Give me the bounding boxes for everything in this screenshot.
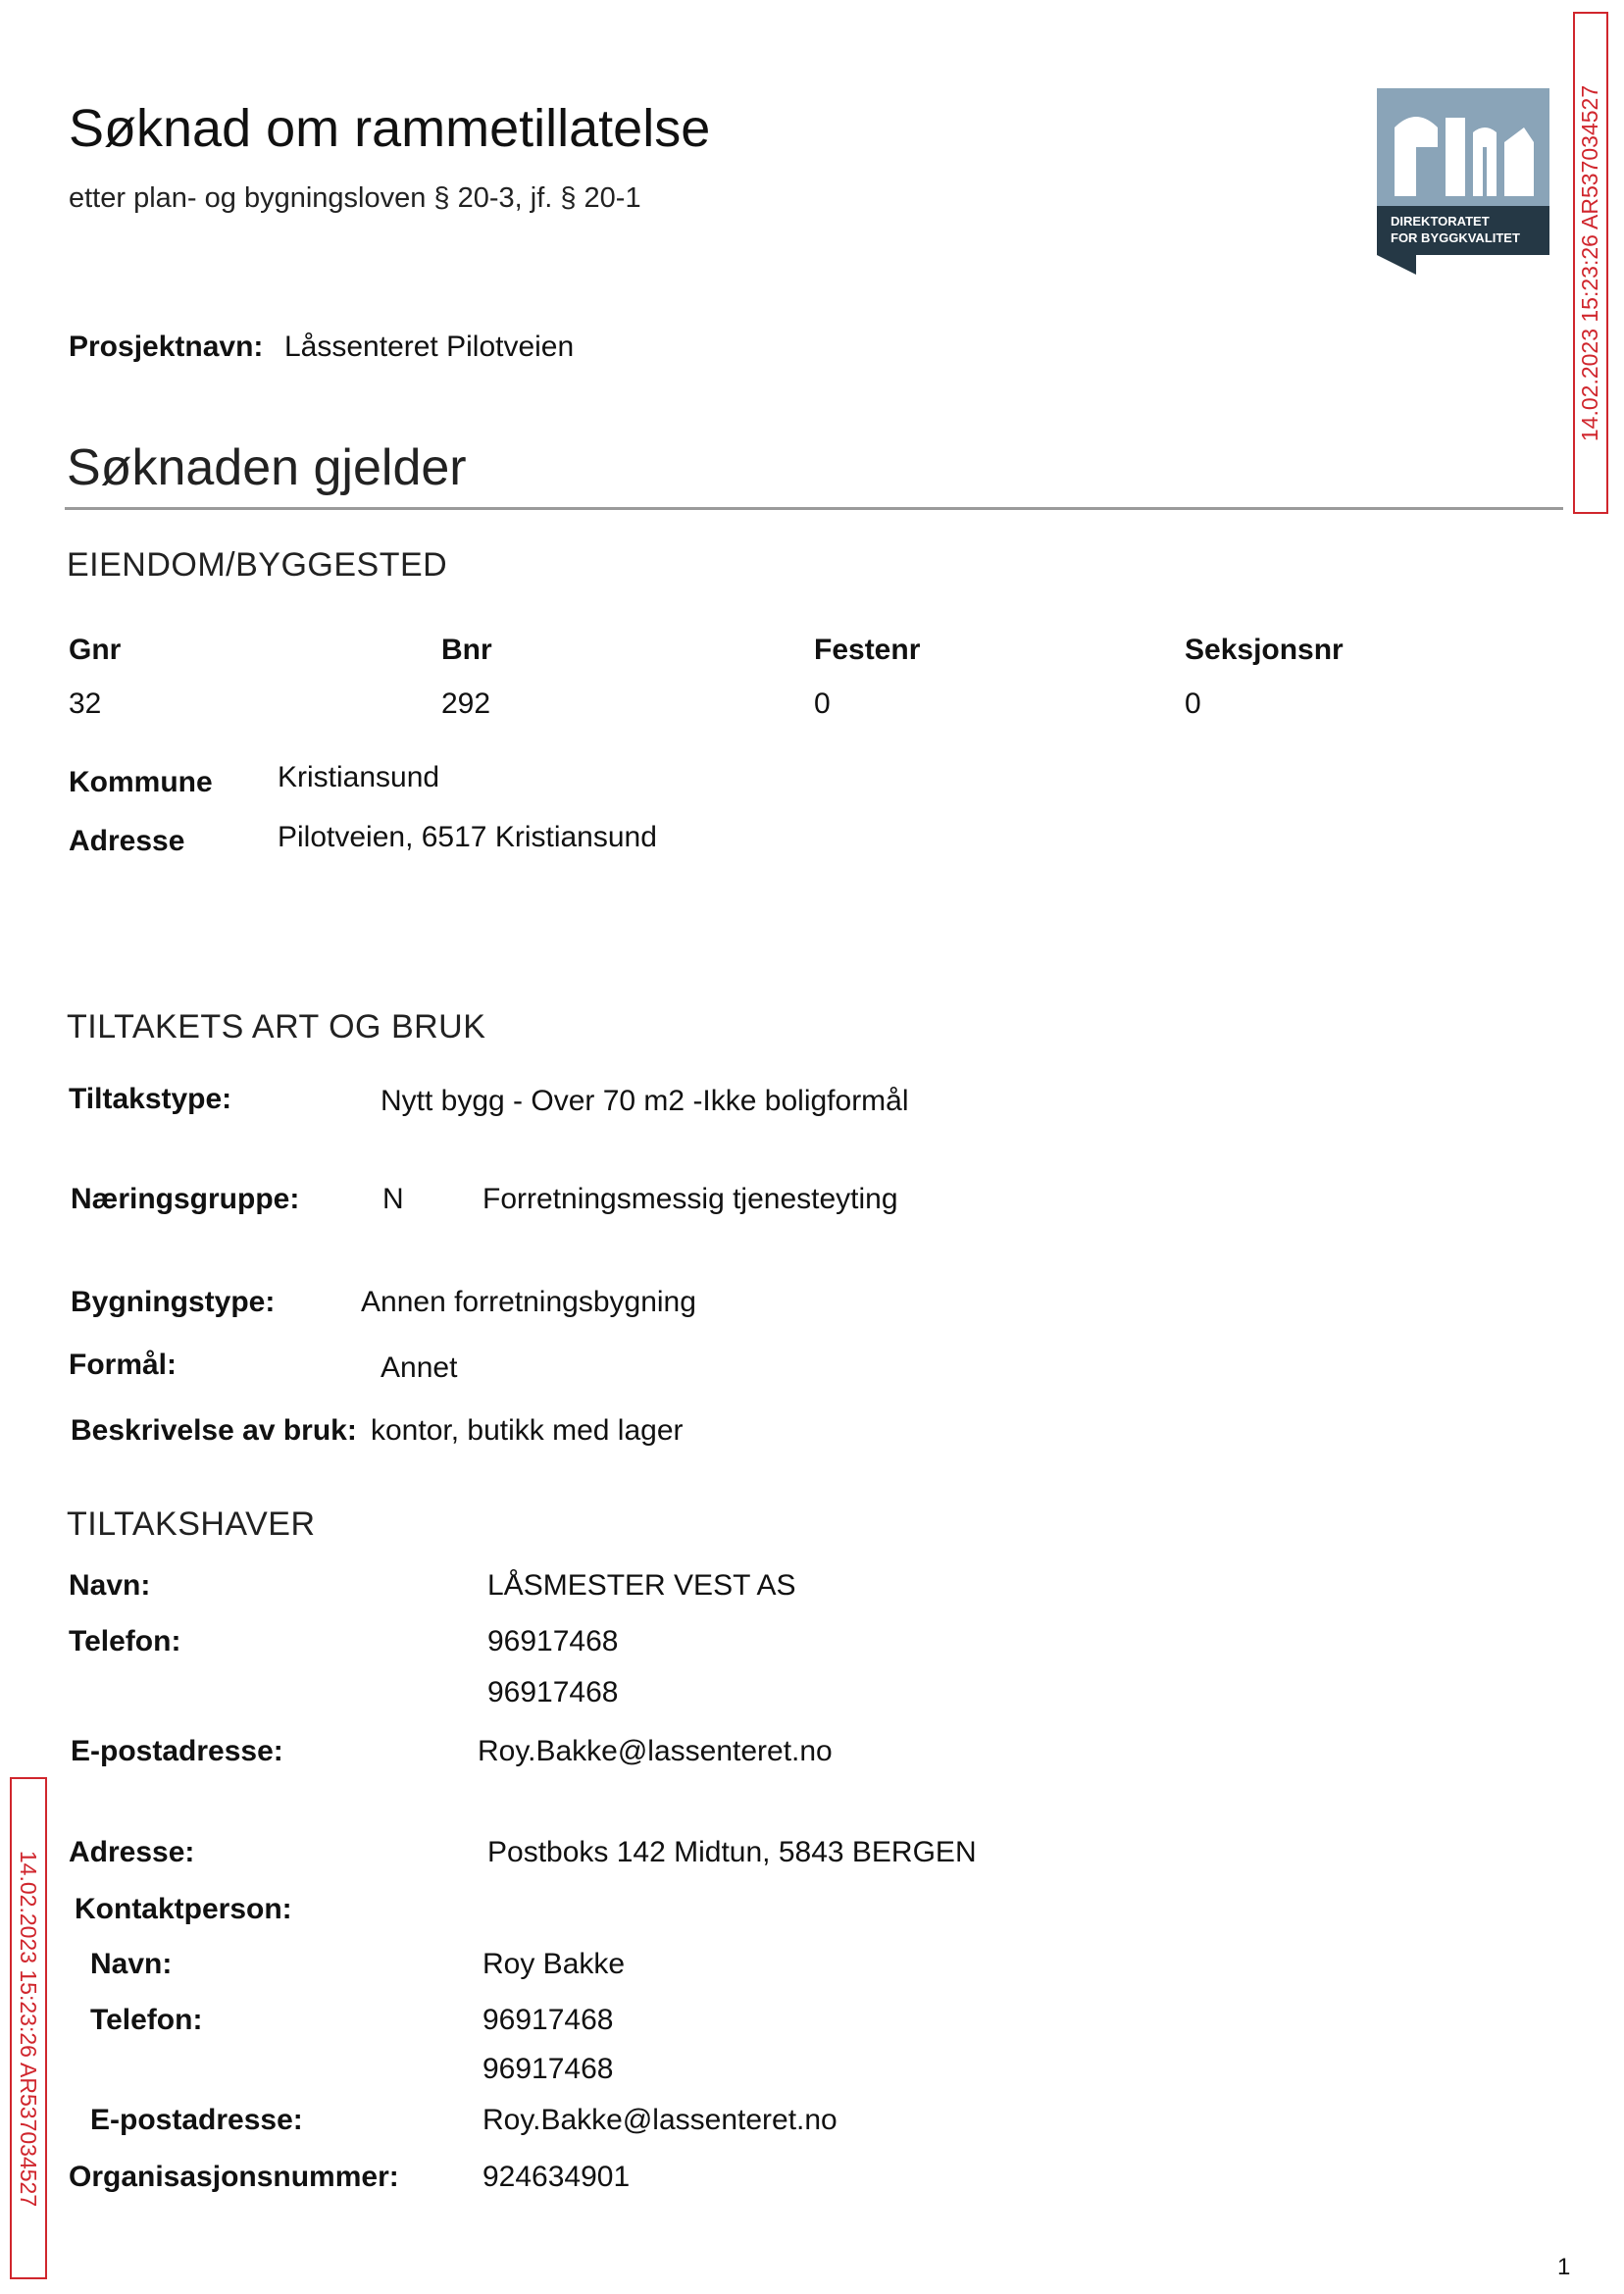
owner-telefon-1: 96917468 (487, 1625, 619, 1657)
measure-heading: TILTAKETS ART OG BRUK (67, 1008, 486, 1045)
owner-heading: TILTAKSHAVER (67, 1505, 316, 1543)
project-label: Prosjektnavn: (69, 331, 264, 363)
bygningstype-label: Bygningstype: (71, 1286, 276, 1318)
bygningstype-value: Annen forretningsbygning (361, 1286, 696, 1318)
gnr-label: Gnr (69, 634, 122, 666)
owner-navn-value: LÅSMESTER VEST AS (487, 1569, 796, 1602)
kontakt-telefon-label: Telefon: (90, 2004, 203, 2036)
kontakt-epost-value: Roy.Bakke@lassenteret.no (482, 2104, 837, 2136)
formal-label: Formål: (69, 1349, 178, 1381)
date-stamp-top-text: 14.02.2023 15:23:26 AR537034527 (1577, 84, 1603, 441)
kontakt-navn-value: Roy Bakke (482, 1948, 626, 1980)
document-subtitle: etter plan- og bygningsloven § 20-3, jf. § 20-1 (69, 182, 641, 214)
logo-line-2: FOR BYGGKVALITET (1391, 230, 1520, 245)
beskrivelse-value: kontor, butikk med lager (371, 1414, 684, 1447)
kontakt-telefon-2: 96917468 (482, 2053, 614, 2085)
festenr-value: 0 (814, 688, 831, 720)
owner-telefon-2: 96917468 (487, 1676, 619, 1708)
kontaktperson-label: Kontaktperson: (75, 1893, 292, 1925)
seksjonsnr-label: Seksjonsnr (1185, 634, 1344, 666)
document-title: Søknad om rammetillatelse (69, 99, 711, 158)
bnr-label: Bnr (441, 634, 492, 666)
gnr-value: 32 (69, 688, 102, 720)
tiltakstype-value: Nytt bygg - Over 70 m2 -Ikke boligformål (381, 1085, 909, 1117)
owner-adresse-value: Postboks 142 Midtun, 5843 BERGEN (487, 1836, 977, 1868)
section-heading: Søknaden gjelder (67, 439, 467, 496)
tiltakstype-label: Tiltakstype: (69, 1083, 232, 1115)
orgnr-label: Organisasjonsnummer: (69, 2161, 399, 2193)
project-value: Låssenteret Pilotveien (284, 331, 575, 363)
owner-adresse-label: Adresse: (69, 1836, 195, 1868)
date-stamp-top (1573, 12, 1608, 514)
date-stamp-bottom (10, 1777, 47, 2279)
owner-epost-value: Roy.Bakke@lassenteret.no (478, 1735, 833, 1767)
kontakt-navn-label: Navn: (90, 1948, 173, 1980)
owner-telefon-label: Telefon: (69, 1625, 181, 1657)
naeringsgruppe-label: Næringsgruppe: (71, 1183, 300, 1215)
bnr-value: 292 (441, 688, 491, 720)
owner-navn-label: Navn: (69, 1569, 151, 1602)
seksjonsnr-value: 0 (1185, 688, 1201, 720)
formal-value: Annet (381, 1351, 458, 1384)
kontakt-epost-label: E-postadresse: (90, 2104, 303, 2136)
kommune-label: Kommune (69, 766, 213, 798)
kommune-value: Kristiansund (278, 761, 440, 793)
adresse-value: Pilotveien, 6517 Kristiansund (278, 821, 657, 853)
logo-line-1: DIREKTORATET (1391, 214, 1490, 229)
adresse-label: Adresse (69, 825, 185, 857)
beskrivelse-label: Beskrivelse av bruk: (71, 1414, 357, 1447)
naeringsgruppe-code: N (382, 1183, 404, 1215)
heading-divider (65, 507, 1563, 510)
property-heading: EIENDOM/BYGGESTED (67, 546, 448, 584)
orgnr-value: 924634901 (482, 2161, 631, 2193)
naeringsgruppe-value: Forretningsmessig tjenesteyting (482, 1183, 898, 1215)
dibk-logo (1377, 88, 1549, 275)
kontakt-telefon-1: 96917468 (482, 2004, 614, 2036)
page-number: 1 (1557, 2254, 1571, 2280)
owner-epost-label: E-postadresse: (71, 1735, 283, 1767)
date-stamp-bottom-text: 14.02.2023 15:23:26 AR537034527 (16, 1850, 42, 2207)
festenr-label: Festenr (814, 634, 921, 666)
